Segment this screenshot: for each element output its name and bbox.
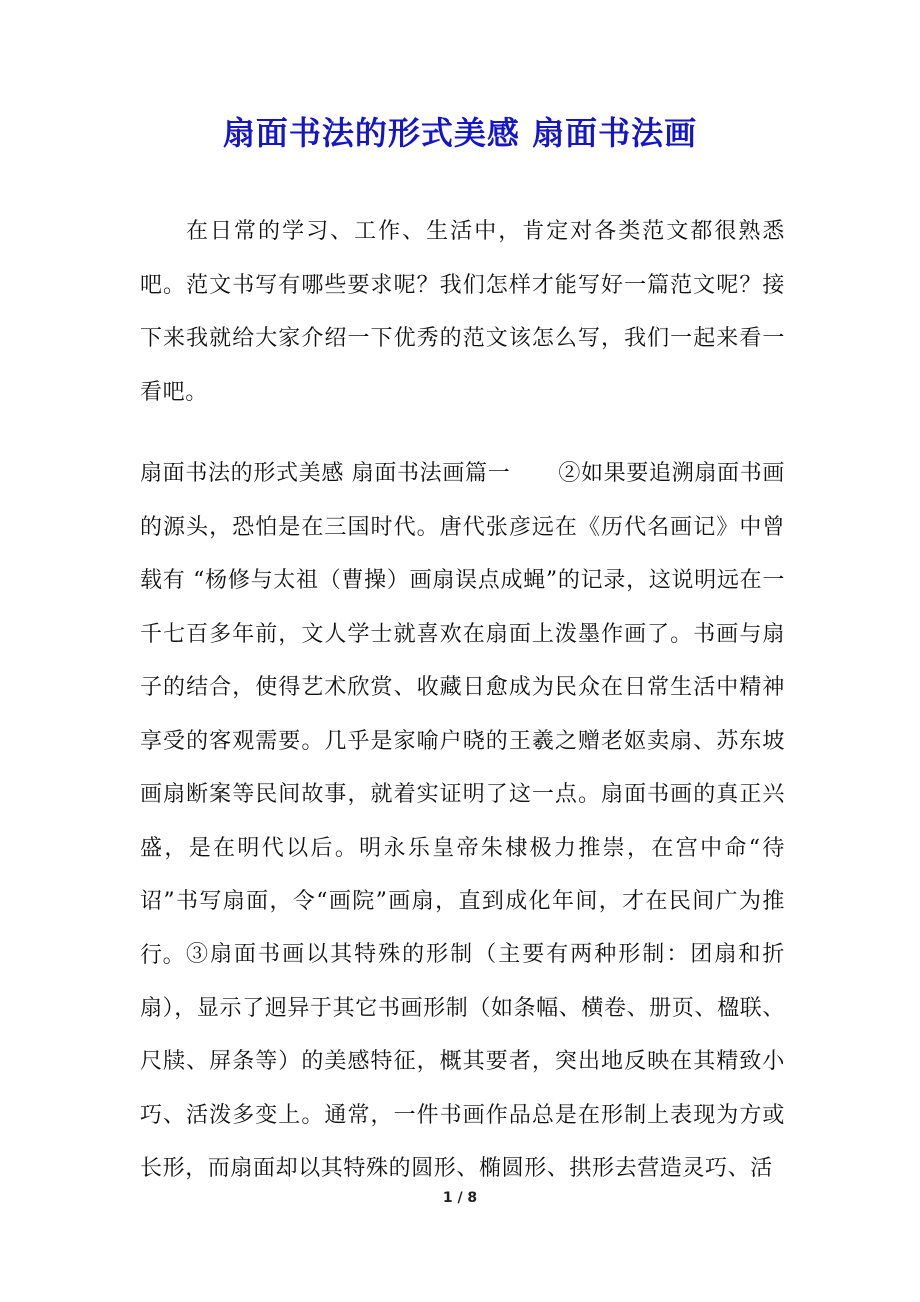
- paragraph-2: ②如果要追溯扇面书画的源头，恐怕是在三国时代。唐代张彦远在《历代名画记》中曾载有 “杨修与太祖（曹操）画扇误点成蝇”的记录，这说明远在一千七百多年前，文人学士就喜欢在扇面上泼墨作画了。书画与扇子的结合，使得艺术欣赏、收藏日愈成为民众在日常生活中精神享受的客观需要。几乎是家喻户晓的王羲之赠老妪卖扇、苏东坡画扇断案等民间故事，就着实证明了这一点。扇面书画的真正兴盛，是在明代以后。明永乐皇帝朱棣极力推崇，在宫中命“待诏”书写扇面，令“画院”画扇，直到成化年间，才在民间广为推行。: [140, 461, 785, 968]
- paragraph-3: ③扇面书画以其特殊的形制（主要有两种形制：团扇和折扇），显示了迥异于其它书画形制（如条幅、横卷、册页、楹联、尺牍、屏条等）的美感特征，概其要者，突出地反映在其精致小巧、活泼多变上。通常，一件书画作品总是在形制上表现为方或长形，而扇面却以其特殊的圆形、椭圆形、拱形去营造灵巧、活: [140, 942, 785, 1181]
- section-heading: 扇面书法的形式美感 扇面书法画篇一: [140, 461, 511, 486]
- page-number: 1 / 8: [442, 1190, 478, 1206]
- section-paragraph: [140, 447, 785, 982]
- intro-paragraph: 在日常的学习、工作、生活中，肯定对各类范文都很熟悉吧。范文书写有哪些要求呢？我们怎样才能写好一篇范文呢？接下来我就给大家介绍一下优秀的范文该怎么写，我们一起来看一看吧。: [140, 219, 785, 405]
- document-title: 扇面书法的形式美感 扇面书法画: [222, 114, 698, 152]
